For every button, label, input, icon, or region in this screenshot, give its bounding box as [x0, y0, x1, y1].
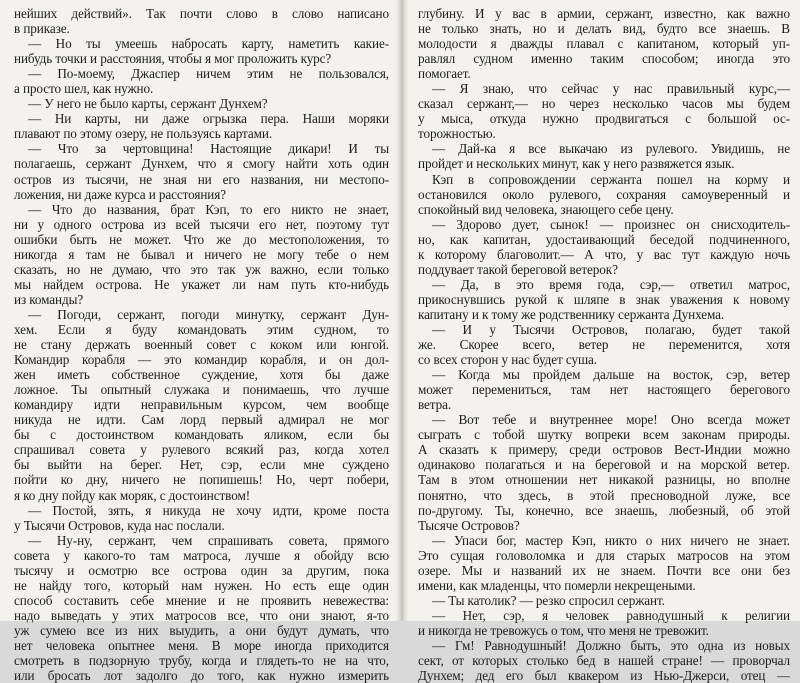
text-line: нибудь точки и расстояния, чтобы я мог проложить курс? — [14, 51, 332, 67]
text-line: никогда я там не бывал и ничего не могу тебе о нем — [14, 246, 389, 262]
text-line: совета у какого-то там матроса, лучше я обойду всю — [14, 547, 389, 563]
text-line: и никогда не тревожусь о том, что меня не тревожит. — [418, 622, 709, 638]
text-line: остановился около рулевого, сохраняя самоуверенный и — [418, 186, 790, 202]
text-line: со всех сторон у нас будет суша. — [418, 352, 597, 368]
text-line: жен иметь собственное суждение, хотя бы даже — [14, 367, 389, 383]
text-line: остров из тысячи, не зная ни его названия, ни местопо- — [14, 171, 389, 187]
text-line: — И у Тысячи Островов, полагаю, будет такой — [432, 321, 790, 337]
text-line: — Но ты умеешь набросать карту, наметить какие- — [28, 36, 389, 52]
text-line: Там в этом отношении нет никакой разницы, но вполне — [418, 472, 790, 488]
text-line: — Ни карты, ни даже огрызка пера. Наши моряки — [28, 111, 389, 127]
text-line: — Вот тебе и внутреннее море! Оно всегда может — [432, 412, 790, 428]
text-line: торожностью. — [418, 126, 496, 142]
text-line: — Постой, зять, я никуда не хочу идти, кроме поста — [28, 502, 389, 518]
text-line: никуда не идти. Сам лорд первый адмирал не мог — [14, 412, 389, 428]
text-line: Командир корабля — это командир корабля, и он дол- — [14, 352, 389, 368]
text-line: — По-моему, Джаспер ничем этим не пользовался, — [28, 66, 389, 82]
text-line: — Дай-ка я все выкачаю из рулевого. Увидишь, не — [432, 141, 790, 157]
text-line: Дунхем; дед его был квакером из Нью-Джерси, отец — — [418, 668, 790, 683]
text-line: — Упаси бог, мастер Кэп, никто о них ничего не знает. — [432, 532, 790, 548]
text-line: А сказать к примеру, среди островов Вест-Индии можно — [418, 442, 790, 458]
text-line: по-другому. Ты, конечно, все знаешь, любезный, об этой — [418, 502, 790, 518]
text-line: — Погоди, сержант, погоди минутку, сержант Дун- — [28, 306, 389, 322]
text-line: а просто шел, как нужно. — [14, 81, 154, 97]
text-line: бы выйти на берег. Нет, сэр, если мне суждено — [14, 457, 389, 473]
text-line: ложное. Ты опытный служака и понимаешь, что лучше — [14, 382, 389, 398]
text-line: — Что за чертовщина! Настоящие дикари! И ты — [28, 141, 389, 157]
text-line: ни у одного острова из всей тысячи его нет, поэтому тут — [14, 216, 389, 232]
text-line: глубину. И у вас в армии, сержант, известно, как важно — [418, 6, 790, 21]
text-line: равлял судном именно таким способом; иногда это — [418, 51, 790, 67]
text-line: — Что до названия, брат Кэп, то его никто не знает, — [28, 201, 389, 217]
text-line: — У него не было карты, сержант Дунхем? — [28, 96, 268, 112]
text-line: может перемениться, там нет настоящего берегового — [418, 382, 790, 398]
text-line: не найду того, который нам нужен. Но есть еще один — [14, 577, 389, 593]
text-line: поддувает такой береговой ветерок? — [418, 261, 618, 277]
text-line: из команды? — [14, 291, 84, 307]
text-line: пойти ко дну, ничего не попишешь! Но, черт побери, — [14, 472, 389, 488]
text-line: прикоснувшись рукой к шляпе в знак уважения к новому — [418, 291, 790, 307]
text-line: — Нет, сэр, я человек равнодушный к религии — [432, 607, 790, 623]
text-line: Тысяче Островов? — [418, 517, 520, 533]
text-line: сыграть с тобой шутку вопреки всем законам природы. — [418, 427, 790, 443]
text-line: — Я знаю, что сейчас у нас правильный курс,— — [432, 81, 790, 97]
text-line: ошибки быть не может. Что же до местоположения, то — [14, 231, 389, 247]
text-line: спокойный вид человека, знающего себе цену. — [418, 201, 674, 217]
text-line: нейших действий». Так почти слово в слово написано — [14, 6, 389, 21]
text-line: тысячу и осмотрю все острова один за другим, пока — [14, 562, 389, 578]
text-line: ветра. — [418, 397, 452, 413]
text-line: — Гм! Равнодушный! Должно быть, это одна из новых — [432, 637, 790, 653]
text-line: не только знать, но и делать вид, будто все знаешь. В — [418, 21, 790, 37]
text-line: сказал сержант,— но через несколько часов мы будем — [418, 96, 790, 112]
text-line: нет человека опытнее меня. В море иногда приходится — [14, 637, 389, 653]
text-line: смотреть в подзорную трубу, когда и глядеть-то не на что, — [14, 653, 389, 669]
text-line: но, как капитан, удостаивающий беседой подчиненного, — [418, 231, 790, 247]
text-line: в приказе. — [14, 21, 70, 37]
text-line: командиру идти неправильным курсом, чем вообще — [14, 397, 389, 413]
text-line: — Ты католик? — резко спросил сержант. — [432, 592, 665, 608]
text-line: Кэп в сопровождении сержанта пошел на корму и — [432, 171, 790, 187]
text-line: одинаково полагаться и на береговой и на морской ветер. — [418, 457, 790, 473]
text-line: или бросать лот задолго до того, как нужно измерить — [14, 668, 389, 683]
text-line: плавают по этому озеру, не пользуясь картами. — [14, 126, 273, 142]
book-gutter — [396, 0, 408, 621]
text-line: способ составить себе мнение и не проявить невежества: — [14, 592, 389, 608]
text-line: полагаешь, сержант Дунхем, что я смогу найти хоть один — [14, 156, 389, 172]
text-line: — Да, в это время года, сэр,— ответил матрос, — [432, 276, 790, 292]
text-line: у мыса, откуда нужно продвигаться с большой ос- — [418, 111, 790, 127]
text-line: уж сумею все из них выудить, а они будут думать, что — [14, 622, 389, 638]
text-line: — Ну-ну, сержант, чем спрашивать совета, прямого — [28, 532, 389, 548]
text-line: — Когда мы пройдем дальше на восток, сэр, ветер — [432, 367, 790, 383]
text-line: сказать, но не думаю, что это так уж важно, если только — [14, 261, 389, 277]
text-line: молодости я дважды плавал с капитаном, который уп- — [418, 36, 790, 52]
text-line: имени, как младенцы, что померли некрещеными. — [418, 577, 696, 593]
text-line: бы с достоинством командовать яликом, если бы — [14, 427, 389, 443]
text-line: хем. Если я буду командовать этим судном, то — [14, 321, 389, 337]
text-line: ложения, ни даже курса и расстояния? — [14, 186, 226, 202]
text-line: спрашивал совета у рулевого всякий раз, когда хотел — [14, 442, 389, 458]
text-line: надо выведать у этих матросов все, что они знают, я-то — [14, 607, 389, 623]
text-line: к которому благоволит.— А что, у вас тут каждую ночь — [418, 246, 790, 262]
text-line: у Тысячи Островов, куда нас послали. — [14, 517, 225, 533]
left-page — [14, 0, 389, 683]
text-line: Это сущая головоломка и для старых матросов на этом — [418, 547, 790, 563]
text-line: помогает. — [418, 66, 471, 82]
right-page — [418, 0, 790, 683]
text-line: не стану держать военный совет с коком или юнгой. — [14, 337, 389, 353]
text-line: — Здорово дует, сынок! — произнес он снисходитель- — [432, 216, 790, 232]
text-line: капитану и к тому же родственнику сержанта Дунхема. — [418, 306, 725, 322]
text-line: я ко дну пойду как моряк, с достоинством! — [14, 487, 250, 503]
text-line: понятно, что здесь, в этой пресноводной луже, все — [418, 487, 790, 503]
text-line: сект, от которых столько бед в нашей стране! — проворчал — [418, 653, 790, 669]
text-line: мы найдем острова. Не укажет ли нам путь кто-нибудь — [14, 276, 389, 292]
text-line: пройдет и нескольких минут, как у него развяжется язык. — [418, 156, 735, 172]
text-line: озере. Мы и названий их не знаем. Почти все они без — [418, 562, 790, 578]
text-line: же. Скорее всего, ветер не переменится, хотя — [418, 337, 790, 353]
